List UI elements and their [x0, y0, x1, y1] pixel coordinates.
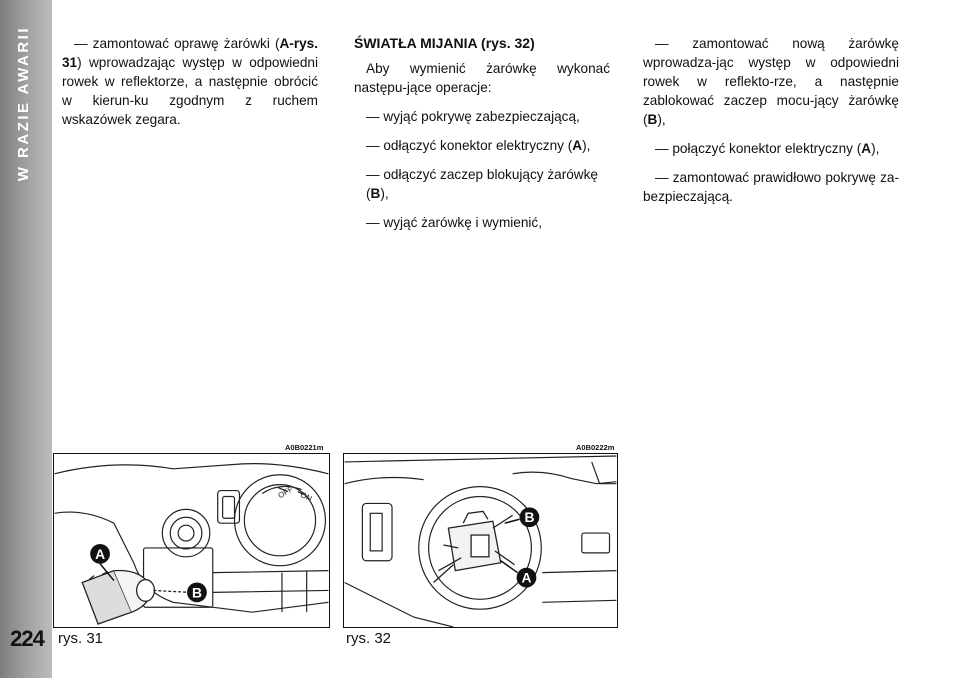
column-3	[643, 34, 899, 216]
part-reference: A	[861, 141, 872, 156]
callout-b-label: B	[524, 509, 535, 526]
part-reference: B	[647, 112, 658, 127]
step-1: — wyjąć pokrywę zabezpieczającą,	[366, 109, 580, 124]
part-reference: B	[370, 186, 381, 201]
figure-31-code: A0B0221m	[285, 443, 324, 452]
headlamp-holder-drawing	[54, 454, 329, 627]
paragraph-mount-holder	[62, 34, 318, 129]
callout-a-label: A	[521, 569, 532, 586]
intro-paragraph: Aby wymienić żarówkę wykonać następu-jące operacje:	[354, 61, 610, 95]
step-4: — wyjąć żarówkę i wymienić,	[366, 215, 543, 230]
figure-32-code: A0B0222m	[576, 443, 615, 452]
text-fragment: ),	[871, 141, 880, 156]
figure-31-caption: rys. 31	[58, 630, 104, 647]
heading-figure-reference: (rys. 32)	[477, 35, 535, 51]
heading-title: ŚWIATŁA MIJANIA	[354, 35, 478, 51]
callout-b-label: B	[191, 584, 202, 601]
off-label: OFF	[276, 484, 295, 501]
callout-b	[187, 583, 207, 603]
text-fragment: ),	[657, 112, 666, 127]
section-title: W RAZIE AWARII	[15, 26, 32, 182]
text-fragment: — odłączyć konektor elektryczny (	[366, 138, 573, 153]
part-reference: A	[572, 138, 583, 153]
low-beam-bulb-drawing	[344, 454, 617, 627]
text-fragment: — odłączyć zaczep blokujący żarówkę (	[366, 167, 598, 201]
sidebar	[0, 0, 52, 678]
figure-31-illustration	[53, 453, 330, 628]
callout-a	[501, 561, 537, 588]
step-2	[354, 136, 610, 155]
column-2	[354, 34, 610, 242]
text-fragment: ),	[582, 138, 591, 153]
section-heading	[354, 34, 610, 53]
figure-32-caption: rys. 32	[346, 630, 392, 647]
bulb-holder	[82, 570, 190, 624]
bulb-connector	[434, 511, 515, 582]
text-fragment: — połączyć konektor elektryczny (	[655, 141, 862, 156]
text-fragment: — zamontować nową żarówkę wprowadza-jąc występ w odpowiedni rowek w reflekto-rze, a następnie zablokować zaczep mocu-jący żarówkę (	[643, 36, 899, 127]
callout-a-label: A	[95, 545, 106, 562]
page-number: 224	[10, 626, 44, 651]
on-label: ON	[298, 490, 314, 504]
figure-reference: A-rys. 31	[62, 36, 318, 70]
column-1	[62, 34, 318, 139]
text-fragment: ) wprowadzając występ w odpowiedni rowek w reflektorze, a następnie obrócić w kierun-ku zgodnym z ruchem wskazówek zegara.	[62, 55, 318, 127]
paragraph-mount-new-bulb	[643, 34, 899, 129]
step-3	[354, 165, 610, 203]
paragraph-mount-cover: — zamontować prawidłowo pokrywę za-bezpieczającą.	[643, 170, 899, 204]
figure-32-illustration	[343, 453, 618, 628]
paragraph-connect-connector	[643, 139, 899, 158]
text-fragment: — zamontować oprawę żarówki (	[74, 36, 280, 51]
text-fragment: ),	[380, 186, 389, 201]
